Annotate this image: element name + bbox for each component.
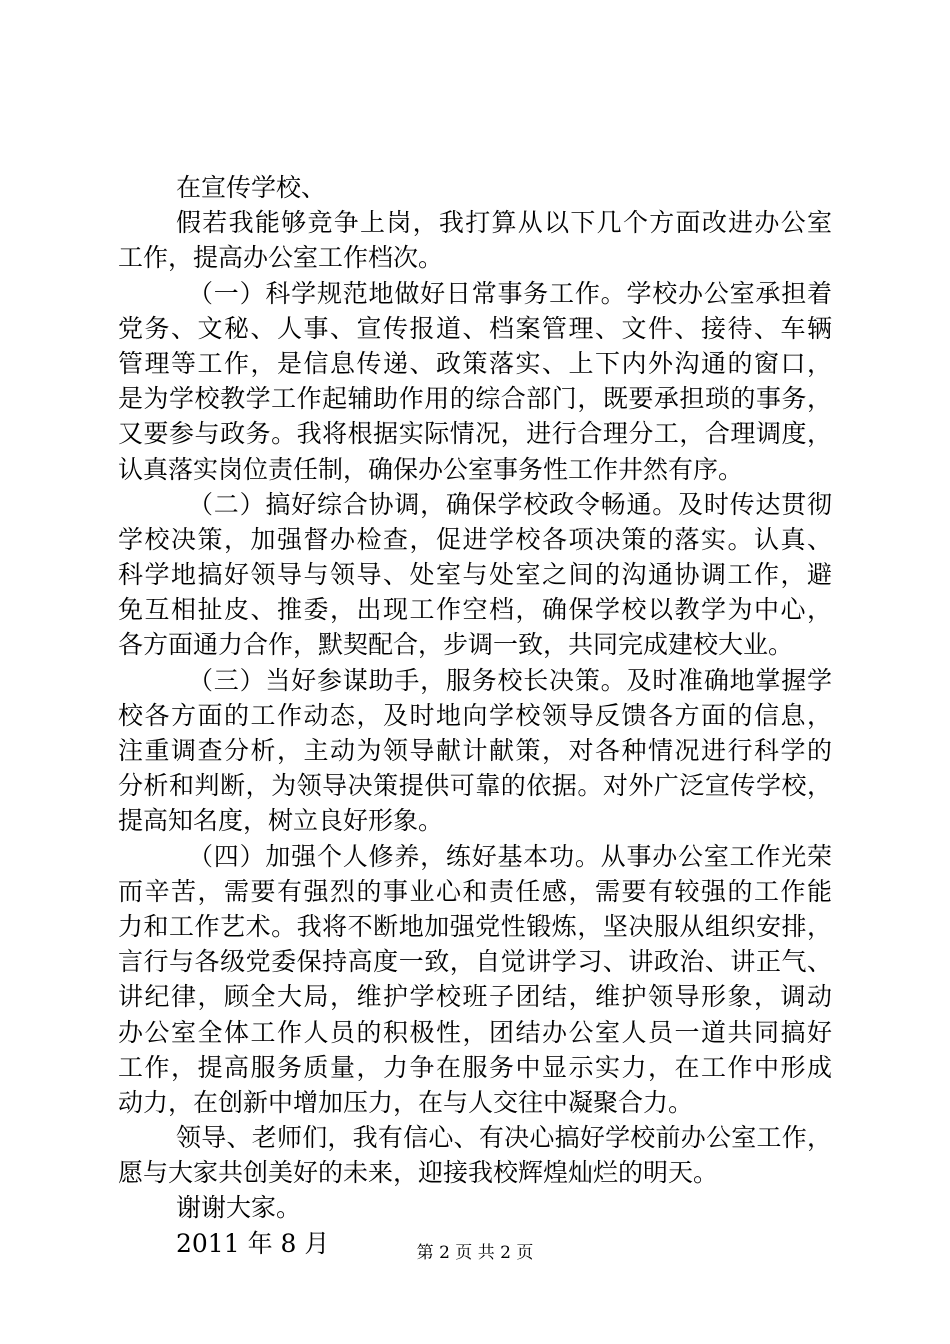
text-line: 2011 年 8 月 [176,1228,330,1258]
text-line: 分析和判断，为领导决策提供可靠的依据。对外广泛宣传学校， [118,771,832,801]
text-line: （一）科学规范地做好日常事务工作。学校办公室承担着 [188,278,832,308]
text-line: 是为学校教学工作起辅助作用的综合部门，既要承担琐的事务， [118,384,832,414]
text-line: 工作，提高服务质量，力争在服务中显示实力，在工作中形成 [118,1052,832,1082]
text-line: 提高知名度，树立良好形象。 [118,806,444,836]
text-line: 又要参与政务。我将根据实际情况，进行合理分工，合理调度， [118,419,832,449]
text-line: 认真落实岗位责任制，确保办公室事务性工作井然有序。 [118,454,744,484]
text-line: （四）加强个人修养，练好基本功。从事办公室工作光荣 [188,841,832,871]
page-footer: 第 2 页 共 2 页 [416,1243,534,1263]
text-line: 科学地搞好领导与领导、处室与处室之间的沟通协调工作，避 [118,560,832,590]
text-line: 学校决策，加强督办检查，促进学校各项决策的落实。认真、 [118,524,832,554]
document-body [118,170,832,1261]
text-line: 假若我能够竞争上岗，我打算从以下几个方面改进办公室 [176,208,832,238]
text-line: 办公室全体工作人员的积极性，团结办公室人员一道共同搞好 [118,1017,832,1047]
text-line: 动力，在创新中增加压力，在与人交往中凝聚合力。 [118,1087,694,1117]
text-line: 各方面通力合作，默契配合，步调一致，共同完成建校大业。 [118,630,794,660]
text-line: 校各方面的工作动态，及时地向学校领导反馈各方面的信息， [118,700,832,730]
text-line: 在宣传学校、 [176,173,327,202]
text-line: 免互相扯皮、推委，出现工作空档，确保学校以教学为中心， [118,595,832,625]
text-line: （三）当好参谋助手，服务校长决策。及时准确地掌握学 [188,665,832,695]
text-line: 讲纪律，顾全大局，维护学校班子团结，维护领导形象，调动 [118,982,832,1012]
text-line: 而辛苦，需要有强烈的事业心和责任感，需要有较强的工作能 [118,876,832,906]
text-line: 工作，提高办公室工作档次。 [118,243,444,273]
text-line: 言行与各级党委保持高度一致，自觉讲学习、讲政治、讲正气、 [118,947,832,977]
text-line: 注重调查分析，主动为领导献计献策，对各种情况进行科学的 [118,736,832,765]
text-line: 党务、文秘、人事、宣传报道、档案管理、文件、接待、车辆 [118,313,832,343]
text-line: 谢谢大家。 [176,1193,302,1223]
text-line: 愿与大家共创美好的未来，迎接我校辉煌灿烂的明天。 [118,1158,719,1188]
text-line: 管理等工作，是信息传递、政策落实、上下内外沟通的窗口， [118,348,832,378]
text-line: （二）搞好综合协调，确保学校政令畅通。及时传达贯彻 [188,489,832,519]
text-line: 领导、老师们，我有信心、有决心搞好学校前办公室工作， [176,1123,832,1153]
text-line: 力和工作艺术。我将不断地加强党性锻炼，坚决服从组织安排， [118,911,832,941]
